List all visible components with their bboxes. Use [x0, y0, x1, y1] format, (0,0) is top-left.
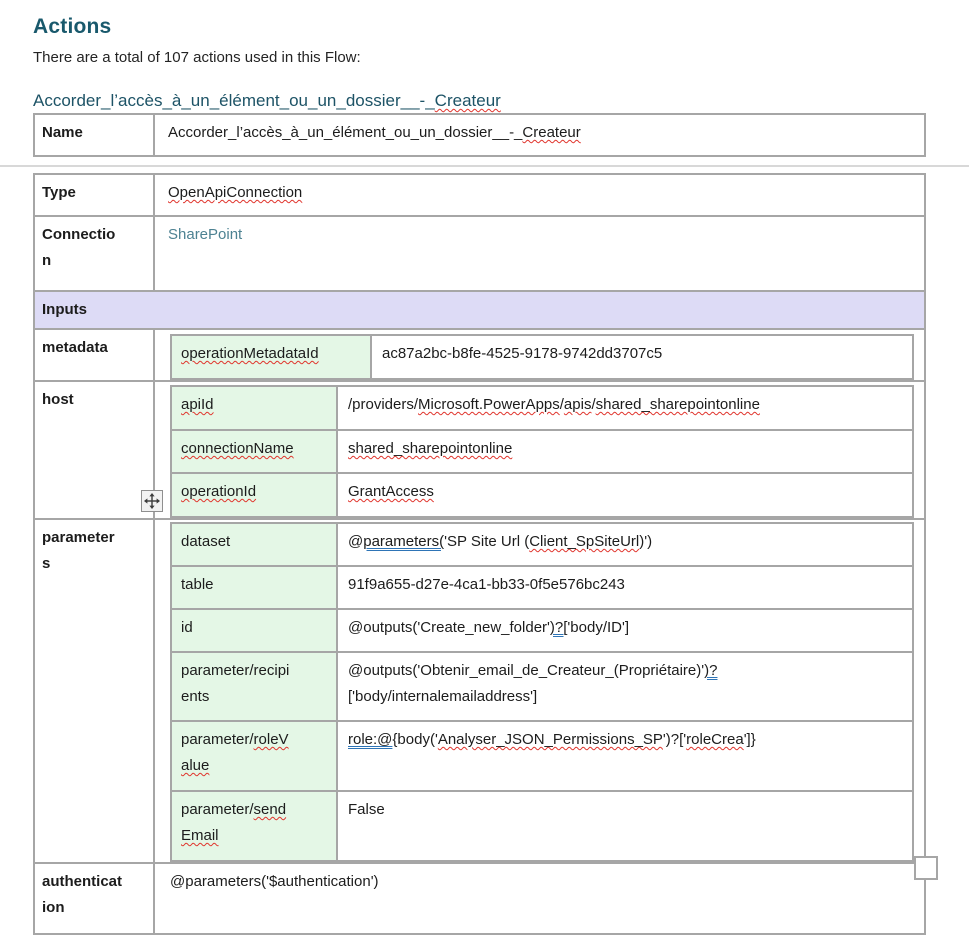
table-row-name — [34, 114, 925, 156]
text-segment: operationId — [181, 483, 257, 500]
authentication-key: authentication — [42, 873, 123, 916]
metadata-nested-table — [170, 334, 914, 380]
nested-value — [348, 572, 774, 598]
nested-value-cell — [337, 652, 913, 721]
text-segment: role:@ — [348, 731, 393, 748]
text-segment: roleValue — [181, 731, 289, 774]
nested-key-cell — [171, 609, 337, 652]
authentication-value — [170, 869, 914, 895]
host-nested-table — [170, 385, 914, 518]
table-row-parameters — [34, 519, 925, 863]
type-value — [168, 180, 914, 206]
nested-value-cell — [337, 791, 913, 861]
connection-key-cell — [34, 216, 154, 291]
name-value — [168, 120, 914, 146]
text-segment: )') — [639, 533, 653, 550]
nested-row — [171, 335, 913, 379]
nested-value — [348, 479, 774, 505]
nested-key-cell — [171, 652, 337, 721]
nested-key — [181, 529, 295, 555]
text-segment: False — [348, 801, 385, 818]
table-move-handle[interactable] — [141, 490, 163, 512]
nested-row — [171, 523, 913, 566]
text-segment: Client_SpSiteUrl — [529, 533, 640, 550]
section-divider — [0, 165, 969, 167]
text-segment: 'SP Site Url ( — [444, 533, 530, 550]
text-segment: dataset — [181, 533, 231, 550]
text-segment: / — [591, 396, 596, 413]
text-segment: @outputs('Create_new_folder' — [348, 619, 550, 636]
nested-row — [171, 652, 913, 721]
nested-value — [348, 392, 774, 418]
text-segment: / — [559, 396, 564, 413]
nested-value-cell — [337, 609, 913, 652]
text-segment: Accorder_l’accès_à_un_élément_ou_un_dossier__-_ — [168, 124, 523, 141]
text-segment: GrantAccess — [348, 483, 434, 500]
nested-key — [181, 727, 295, 779]
text-segment: ']} — [743, 731, 756, 748]
nested-value — [348, 727, 774, 753]
text-segment: {body(' — [392, 731, 438, 748]
table-row-inputs — [34, 291, 925, 329]
parameters-nested-cell — [154, 519, 925, 863]
text-segment: id — [181, 619, 193, 636]
text-segment: )?[ — [348, 662, 718, 705]
nested-value — [348, 615, 774, 641]
text-segment: parameter/recipients — [181, 662, 290, 705]
hyperlink-text[interactable]: SharePoint — [168, 226, 243, 243]
type-value-cell — [154, 174, 925, 216]
nested-row — [171, 430, 913, 473]
nested-key-cell — [171, 335, 371, 379]
metadata-nested-cell — [154, 329, 925, 381]
nested-key — [181, 615, 295, 641]
nested-value-cell — [337, 430, 913, 473]
metadata-key-cell — [34, 329, 154, 381]
nested-key — [181, 341, 361, 367]
text-segment: parameters( — [363, 533, 445, 550]
parameters-key: parameters — [42, 529, 115, 572]
name-key-cell — [34, 114, 154, 156]
inputs-section-cell — [34, 291, 925, 329]
details-table — [33, 173, 926, 935]
text-segment: /providers/ — [348, 396, 419, 413]
text-segment: 91f9a655-d27e-4ca1-bb33-0f5e576bc243 — [348, 576, 625, 593]
table-row-host — [34, 381, 925, 519]
nested-key — [181, 797, 295, 849]
metadata-key: metadata — [42, 339, 108, 356]
text-segment: @outputs('Obtenir_email_de_Createur_(Propriétaire)' — [348, 662, 705, 679]
parameters-key-cell — [34, 519, 154, 863]
nested-key-cell — [171, 566, 337, 609]
move-cross-icon — [144, 493, 160, 509]
nested-key — [181, 479, 295, 505]
text-segment: Accorder_l’accès_à_un_élément_ou_un_dossier__-_ — [33, 91, 435, 110]
nested-value — [348, 658, 774, 710]
nested-row — [171, 609, 913, 652]
text-segment: parameter/ — [181, 801, 254, 818]
text-segment: operationMetadataId — [181, 345, 319, 362]
nested-value — [348, 436, 774, 462]
nested-key-cell — [171, 430, 337, 473]
text-segment: Microsoft.PowerApps — [418, 396, 560, 413]
nested-value-cell — [337, 566, 913, 609]
text-segment: apis — [563, 396, 592, 413]
table-row-metadata — [34, 329, 925, 381]
nested-key — [181, 436, 295, 462]
authentication-key-cell — [34, 863, 154, 934]
text-segment: OpenApiConnection — [168, 184, 303, 201]
name-key: Name — [42, 124, 83, 141]
host-key-cell — [34, 381, 154, 519]
text-segment: shared_sharepointonline — [348, 440, 513, 457]
table-row-authentication — [34, 863, 925, 934]
text-segment: @ — [348, 533, 364, 550]
text-segment: 'body/internalemailaddress'] — [352, 688, 538, 705]
text-segment: ')?[' — [662, 731, 687, 748]
text-segment: shared_sharepointonline — [595, 396, 760, 413]
table-row-connection — [34, 216, 925, 291]
text-segment: Createur — [522, 124, 581, 141]
parameters-nested-table — [170, 522, 914, 862]
nested-key-cell — [171, 791, 337, 861]
name-table — [33, 113, 926, 157]
text-segment: parameter/ — [181, 731, 254, 748]
intro-text: There are a total of 107 actions used in this Flow: — [33, 49, 361, 66]
name-value-cell — [154, 114, 925, 156]
nested-row — [171, 566, 913, 609]
text-segment: table — [181, 576, 214, 593]
text-segment: connectionName — [181, 440, 294, 457]
nested-key-cell — [171, 386, 337, 430]
nested-value — [382, 341, 808, 367]
table-resize-handle[interactable] — [914, 856, 938, 880]
text-segment: apiId — [181, 396, 214, 413]
text-segment: ac87a2bc-b8fe-4525-9178-9742dd3707c5 — [382, 345, 663, 362]
table-row-type — [34, 174, 925, 216]
type-key-cell — [34, 174, 154, 216]
type-key: Type — [42, 184, 76, 201]
nested-row — [171, 721, 913, 791]
text-segment: sendEmail — [181, 801, 287, 844]
nested-key-cell — [171, 721, 337, 791]
document-body — [33, 0, 926, 935]
text-segment: roleCrea — [686, 731, 744, 748]
host-key: host — [42, 391, 74, 408]
page-title: Actions — [33, 15, 112, 38]
nested-value-cell — [337, 386, 913, 430]
nested-value-cell — [371, 335, 913, 379]
text-segment: @parameters('$authentication') — [170, 873, 379, 890]
nested-key-cell — [171, 523, 337, 566]
nested-value-cell — [337, 473, 913, 517]
text-segment: )?[ — [549, 619, 568, 636]
inputs-section-label: Inputs — [42, 301, 87, 318]
host-nested-cell — [154, 381, 925, 519]
text-segment: Analyser_JSON_Permissions_SP — [437, 731, 663, 748]
nested-value-cell — [337, 721, 913, 791]
nested-key — [181, 392, 295, 418]
connection-link[interactable] — [168, 222, 914, 248]
nested-key — [181, 572, 295, 598]
nested-row — [171, 473, 913, 517]
nested-row — [171, 386, 913, 430]
authentication-value-cell — [154, 863, 925, 934]
nested-value — [348, 529, 774, 555]
nested-value-cell — [337, 523, 913, 566]
nested-row — [171, 791, 913, 861]
text-segment: Createur — [434, 91, 501, 110]
connection-key: Connection — [42, 226, 116, 269]
text-segment: 'body/ID'] — [567, 619, 630, 636]
nested-key-cell — [171, 473, 337, 517]
action-title-link[interactable] — [33, 88, 926, 113]
connection-value-cell — [154, 216, 925, 291]
nested-value — [348, 797, 774, 823]
nested-key — [181, 658, 295, 710]
